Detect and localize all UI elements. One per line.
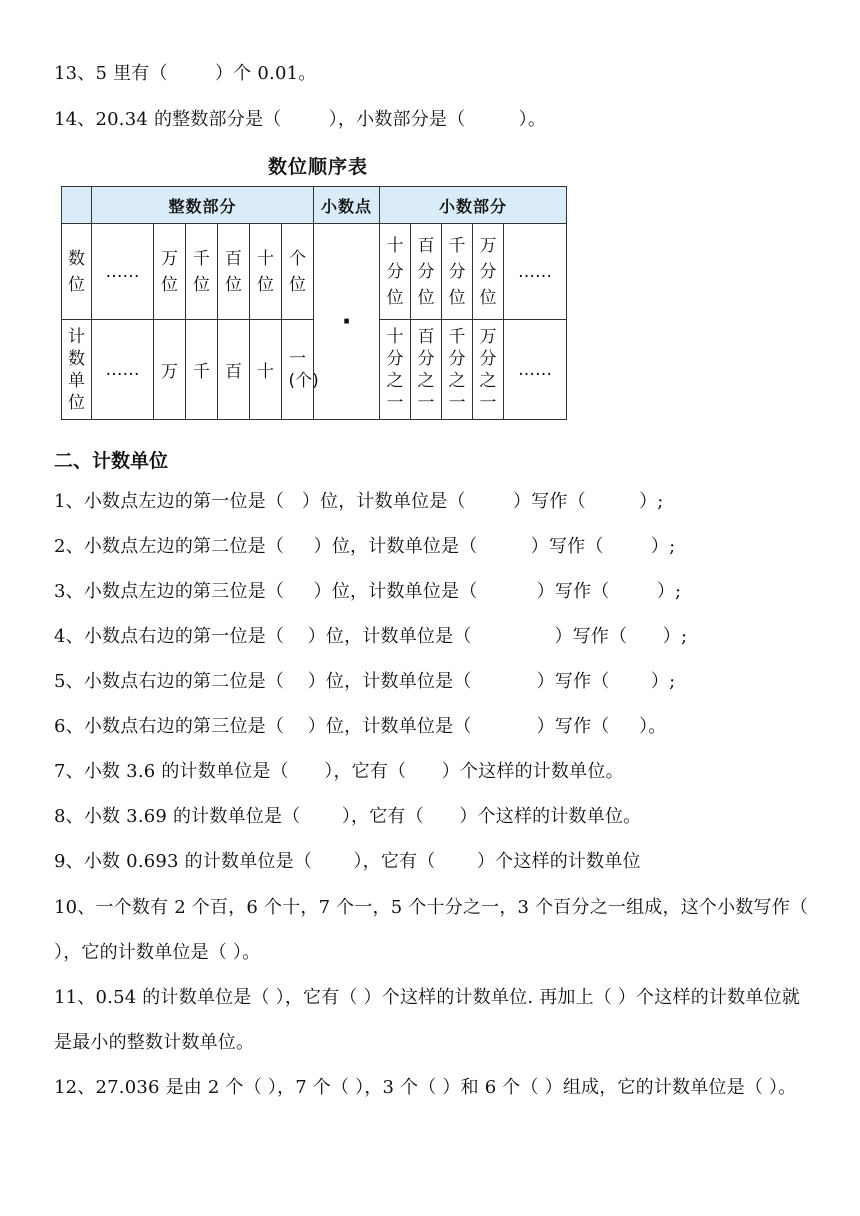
decimal-place-cell: 十分位 [380,224,411,320]
ellipsis-cell: …… [92,224,154,320]
decimal-unit-cell: 千分之一 [442,320,473,420]
unit-cell: 一(个) [282,320,314,420]
question-13: 13、5 里有（ ）个 0.01。 [54,63,317,84]
question-5: 5、小数点右边的第二位是（ ）位，计数单位是（ ）写作（ ）; [54,671,676,692]
question-14: 14、20.34 的整数部分是（ ），小数部分是（ ）。 [54,109,547,130]
decimal-point-header: 小数点 [314,187,380,224]
ellipsis-cell: …… [504,320,567,420]
ellipsis-cell: …… [504,224,567,320]
table-corner-cell [62,187,92,224]
question-1: 1、小数点左边的第一位是（ ）位，计数单位是（ ）写作（ ）; [54,491,664,512]
decimal-place-cell: 万分位 [473,224,504,320]
decimal-part-header: 小数部分 [380,187,567,224]
row-label-place: 数位 [62,224,92,320]
decimal-unit-cell: 百分之一 [411,320,442,420]
row-label-unit: 计数单位 [62,320,92,420]
question-3: 3、小数点左边的第三位是（ ）位，计数单位是（ ）写作（ ）; [54,581,682,602]
place-value-table [61,186,567,420]
place-cell: 万位 [154,224,186,320]
place-cell: 十位 [250,224,282,320]
decimal-unit-cell: 十分之一 [380,320,411,420]
ellipsis-cell: …… [92,320,154,420]
unit-cell: 百 [218,320,250,420]
decimal-place-cell: 百分位 [411,224,442,320]
question-7: 7、小数 3.6 的计数单位是（ ），它有（ ）个这样的计数单位。 [54,761,624,782]
question-11: 11、0.54 的计数单位是（ ），它有（ ）个这样的计数单位. 再加上（ ）个这样的计数单位就是最小的整数计数单位。 [54,987,800,1053]
decimal-point-cell: · [314,224,380,420]
decimal-unit-cell: 万分之一 [473,320,504,420]
question-12: 12、27.036 是由 2 个（ ），7 个（ ），3 个（ ）和 6 个（ ）组成，它的计数单位是（ ）。 [54,1077,797,1098]
question-8: 8、小数 3.69 的计数单位是（ ），它有（ ）个这样的计数单位。 [54,806,642,827]
decimal-place-cell: 千分位 [442,224,473,320]
question-6: 6、小数点右边的第三位是（ ）位，计数单位是（ ）写作（ ）。 [54,716,667,737]
unit-cell: 万 [154,320,186,420]
unit-cell: 千 [186,320,218,420]
question-9: 9、小数 0.693 的计数单位是（ ），它有（ ）个这样的计数单位 [54,851,641,872]
question-10: 10、一个数有 2 个百，6 个十，7 个一，5 个十分之一，3 个百分之一组成，这个小数写作（ ），它的计数单位是（ ）。 [54,897,809,963]
question-2: 2、小数点左边的第二位是（ ）位，计数单位是（ ）写作（ ）; [54,536,676,557]
table-title: 数位顺序表 [268,156,369,178]
integer-part-header: 整数部分 [92,187,314,224]
place-cell: 个位 [282,224,314,320]
place-cell: 百位 [218,224,250,320]
section-heading: 二、计数单位 [54,450,169,472]
question-4: 4、小数点右边的第一位是（ ）位，计数单位是（ ）写作（ ）; [54,626,688,647]
place-cell: 千位 [186,224,218,320]
unit-cell: 十 [250,320,282,420]
